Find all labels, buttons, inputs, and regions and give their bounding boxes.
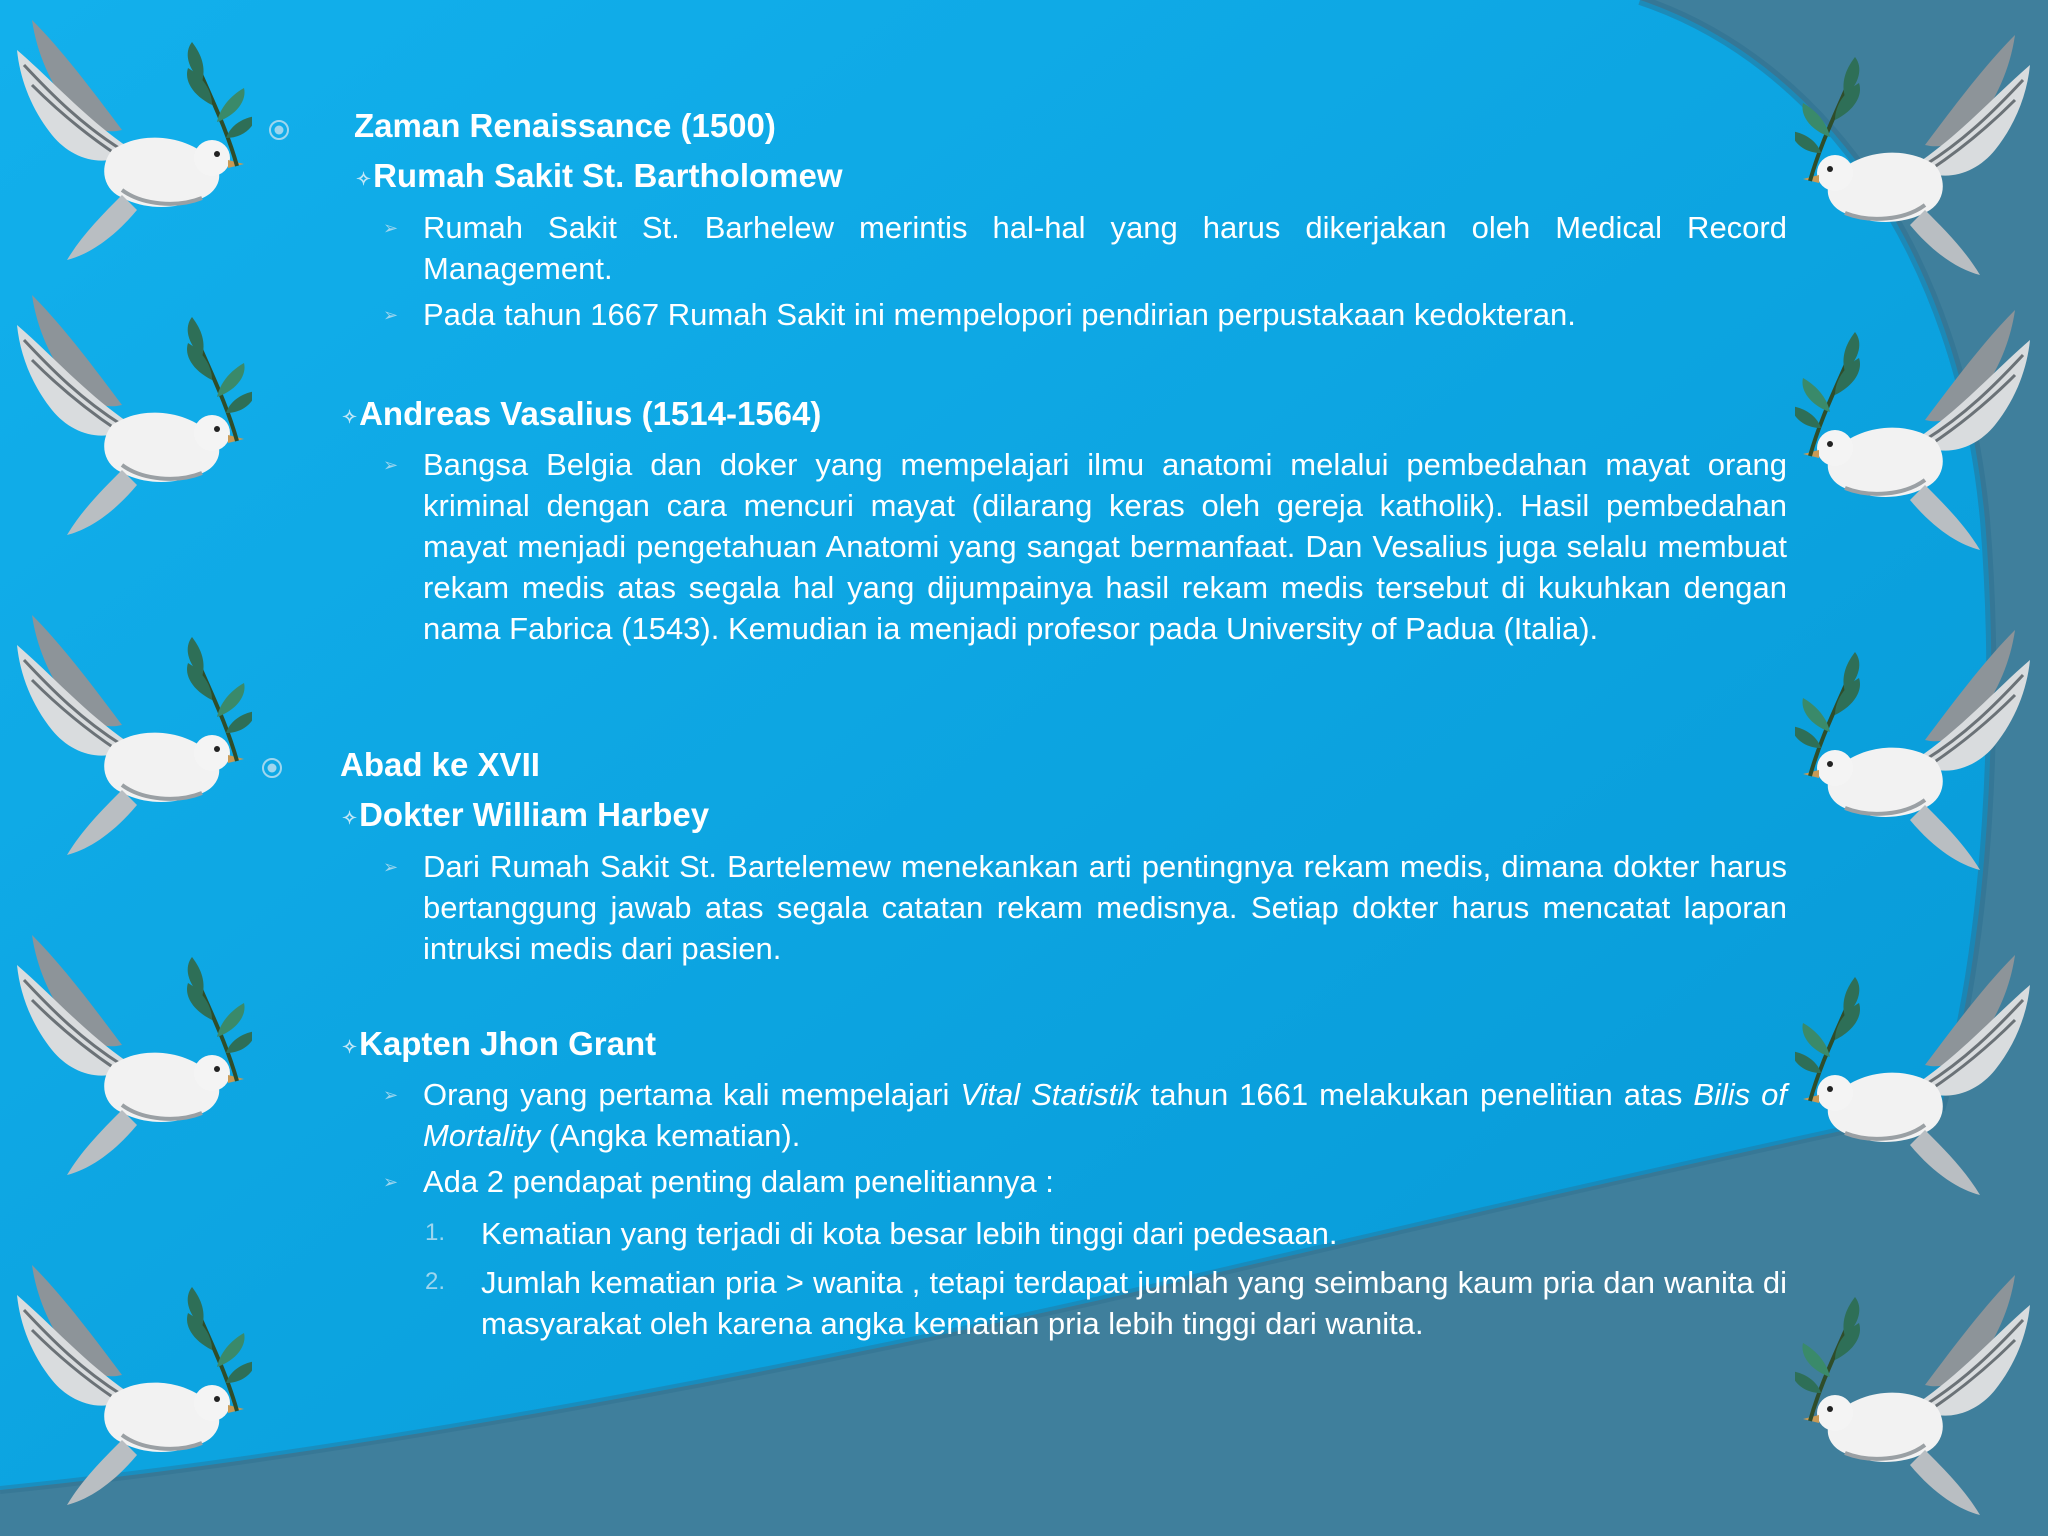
diamond-bullet-icon: ✧: [356, 169, 372, 189]
list-item: Rumah Sakit St. Barhelew merintis hal-hal yang harus dikerjakan oleh Medical Record Management.: [423, 210, 1787, 286]
text-run: tahun 1661 melakukan penelitian atas: [1139, 1077, 1694, 1112]
section-title: Abad ke XVII: [340, 746, 540, 783]
section-title: Zaman Renaissance (1500): [354, 107, 776, 144]
subsection-title-text: Rumah Sakit St. Bartholomew: [373, 157, 843, 194]
subsection-title: [342, 395, 821, 433]
numbered-item: Jumlah kematian pria > wanita , tetapi terdapat jumlah yang seimbang kaum pria dan wanita di masyarakat oleh karena angka kematian pria lebih tinggi dari wanita.: [481, 1265, 1787, 1341]
circle-bullet-icon: [261, 757, 283, 779]
subsection-title-text: Dokter William Harbey: [359, 796, 710, 833]
circle-bullet-icon: [268, 119, 290, 141]
subsection-title: [342, 796, 709, 834]
list-item: Pada tahun 1667 Rumah Sakit ini mempelopori pendirian perpustakaan kedokteran.: [423, 297, 1576, 332]
list-item: [423, 1074, 1787, 1156]
diamond-bullet-icon: ✧: [342, 407, 358, 427]
list-number: 1.: [425, 1219, 446, 1246]
arrow-bullet-icon: ➢: [383, 218, 399, 238]
subsection-title-text: Kapten Jhon Grant: [359, 1025, 657, 1062]
arrow-bullet-icon: ➢: [383, 1172, 399, 1192]
subsection-title: [356, 157, 843, 195]
arrow-bullet-icon: ➢: [383, 305, 399, 325]
list-item: Ada 2 pendapat penting dalam penelitiannya :: [423, 1164, 1054, 1199]
italic-term: Bilis of Mortality: [423, 1077, 1787, 1153]
italic-term: Vital Statistik: [960, 1077, 1140, 1112]
arrow-bullet-icon: ➢: [383, 1085, 399, 1105]
subsection-title-text: Andreas Vasalius (1514-1564): [359, 395, 822, 432]
numbered-item: Kematian yang terjadi di kota besar lebih tinggi dari pedesaan.: [481, 1216, 1338, 1251]
subsection-title: [342, 1025, 656, 1063]
text-run: Orang yang pertama kali mempelajari: [423, 1077, 961, 1112]
arrow-bullet-icon: ➢: [383, 857, 399, 877]
list-item: Bangsa Belgia dan doker yang mempelajari ilmu anatomi melalui pembedahan mayat orang kriminal dengan cara mencuri mayat (dilarang keras oleh gereja katholik). Hasil pembedahan mayat menjadi pengetahuan Anatomi yang sangat bermanfaat. Dan Vesalius juga selalu membuat rekam medis atas segala hal yang dijumpainya hasil rekam medis tersebut di kukuhkan dengan nama Fabrica (1543). Kemudian ia menjadi profesor pada University of Padua (Italia).: [423, 447, 1787, 646]
list-item: Dari Rumah Sakit St. Bartelemew menekankan arti pentingnya rekam medis, dimana dokter harus bertanggung jawab atas segala catatan rekam medisnya. Setiap dokter harus mencatat laporan intruksi medis dari pasien.: [423, 849, 1787, 966]
arrow-bullet-icon: ➢: [383, 455, 399, 475]
text-run: (Angka kematian).: [540, 1118, 801, 1153]
list-number: 2.: [425, 1268, 446, 1295]
diamond-bullet-icon: ✧: [342, 1037, 358, 1057]
diamond-bullet-icon: ✧: [342, 808, 358, 828]
